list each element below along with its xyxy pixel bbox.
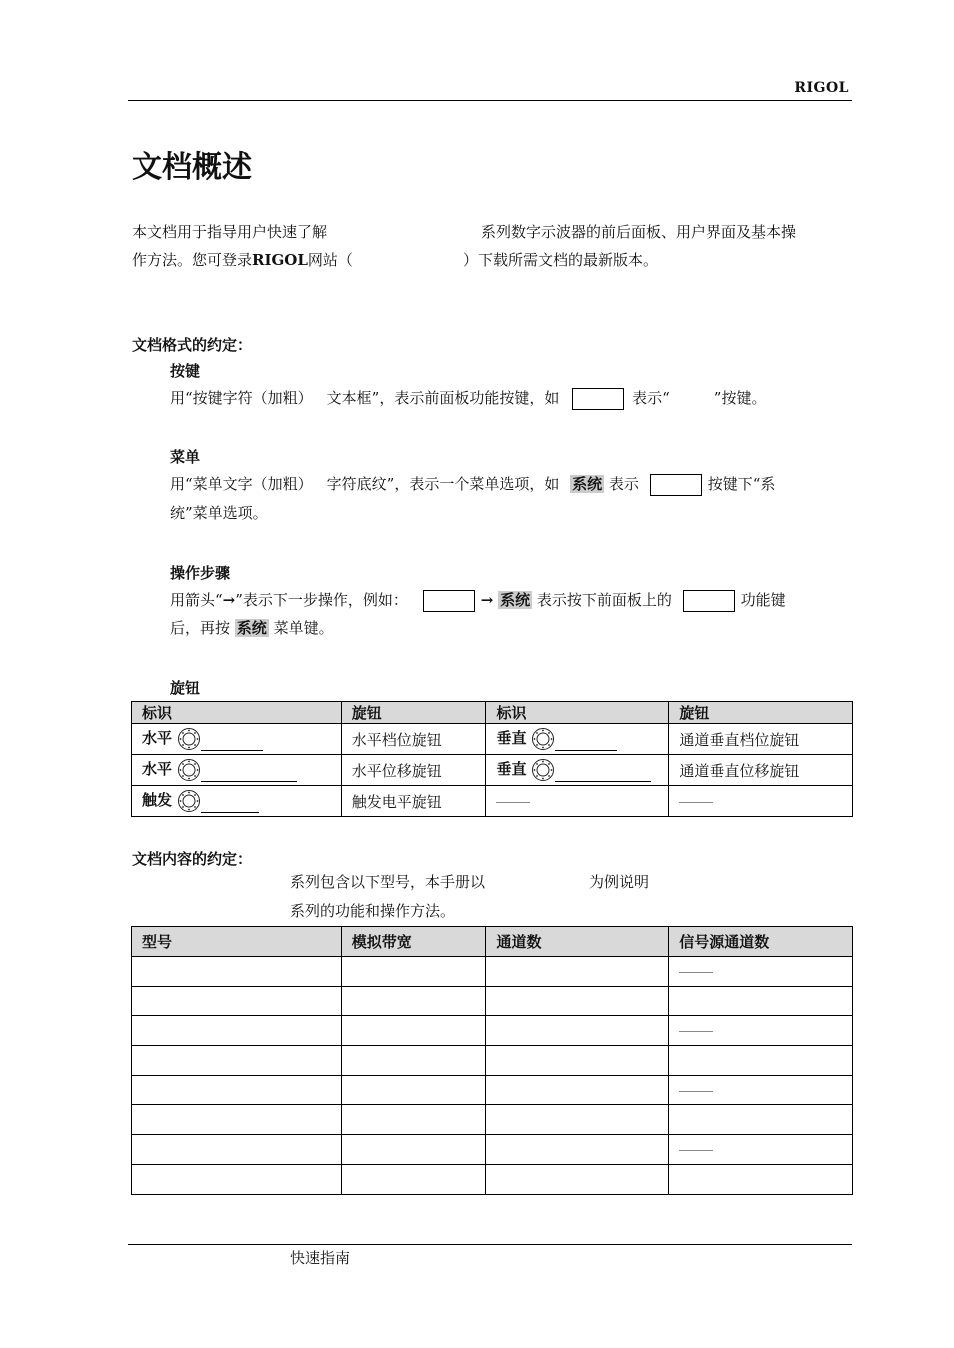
knob-label: 水平 [142,760,173,778]
model-table-header [132,927,853,957]
menu-description-2: 统”菜单选项。 [170,504,268,522]
key-text: 用“按键字符（加粗） [170,389,313,407]
table-cell [341,1046,486,1076]
table-cell [486,1135,669,1165]
knob-table-header [132,702,853,724]
table-cell [132,957,342,987]
knob-icon [177,758,201,782]
header-cell: 标识 [486,702,669,724]
header-cell: 信号源通道数 [669,927,853,957]
table-cell [132,1164,342,1194]
table-cell [486,986,669,1016]
table-row [132,1105,853,1135]
footer-text: 快速指南 [290,1249,351,1267]
table-row [132,786,853,817]
knob-icon [177,727,201,751]
knob-label: 触发 [142,791,173,809]
knob-desc: 水平档位旋钮 [341,724,486,755]
arrow-icon: → [222,591,236,609]
table-cell [669,957,853,987]
menu-title: 菜单 [170,448,201,466]
header-cell: 旋钮 [341,702,486,724]
table-cell [341,1105,486,1135]
header-cell: 模拟带宽 [341,927,486,957]
blank-underline [555,767,651,782]
menu-key-box [650,474,702,496]
brand-inline: RIGOL [252,251,308,269]
steps-text: 功能键 [740,591,786,609]
model-table [131,926,853,1195]
page-title: 文档概述 [132,150,252,185]
steps-key-box [423,590,475,612]
intro-text: 作方法。您可登录 [132,251,253,269]
blank-underline [555,736,617,751]
dash-mark [679,802,713,803]
intro-text: ）下载所需文档的最新版本。 [462,251,658,269]
table-cell [669,1046,853,1076]
steps-text: 菜单键。 [273,619,334,637]
key-description [170,384,766,413]
steps-text: 后，再按 [170,619,231,637]
header-cell: 型号 [132,927,342,957]
table-cell [486,1016,669,1046]
table-row [132,1016,853,1046]
table-cell [669,1164,853,1194]
blank-underline [201,798,259,813]
table-cell [486,1164,669,1194]
table-cell [669,1105,853,1135]
empty-dash-cell [486,786,669,817]
steps-description [170,586,786,615]
intro-text: 系列数字示波器的前后面板、用户界面及基本操 [481,223,797,241]
footer-rule [128,1244,852,1245]
table-row [132,724,853,755]
intro-line-2 [132,246,658,275]
table-cell [341,1016,486,1046]
table-cell [486,957,669,987]
knob-icon [177,789,201,813]
arrow-icon: → [480,591,494,609]
table-cell [486,1105,669,1135]
steps-text: 用箭头“ [170,591,223,609]
header-rule [128,100,852,101]
menu-text: 按键下“系 [707,475,776,493]
steps-menu-label-2: 系统 [236,619,267,637]
table-cell [341,986,486,1016]
table-cell [669,1075,853,1105]
knob-cell [486,755,669,786]
menu-example-label: 系统 [572,475,603,493]
table-cell [669,1016,853,1046]
table-cell [132,1105,342,1135]
content-text: 为例说明 [589,873,650,891]
steps-description-2 [170,614,334,643]
table-cell [132,986,342,1016]
content-heading: 文档内容的约定： [132,850,253,868]
table-row [132,755,853,786]
menu-text: 字符底纹”，表示一个菜单选项，如 [326,475,560,493]
knob-desc: 水平位移旋钮 [341,755,486,786]
table-row [132,986,853,1016]
knob-cell [486,724,669,755]
key-text: ”按键。 [713,389,767,407]
knob-label: 垂直 [496,729,527,747]
table-cell [486,1075,669,1105]
table-row [132,1075,853,1105]
steps-text: 表示按下前面板上的 [536,591,672,609]
table-cell [132,1075,342,1105]
dash-mark [496,802,530,803]
table-cell [132,1135,342,1165]
intro-text: 本文档用于指导用户快速了解 [132,223,328,241]
content-line-2: 系列的功能和操作方法。 [290,902,456,920]
format-heading: 文档格式的约定： [132,336,253,354]
empty-dash-cell [669,786,853,817]
header-cell: 旋钮 [669,702,853,724]
knob-label: 垂直 [496,760,527,778]
dash-mark [679,1150,713,1151]
header-cell: 标识 [132,702,342,724]
menu-text: 表示 [608,475,639,493]
table-row [132,1164,853,1194]
knob-title: 旋钮 [170,679,201,697]
table-cell [669,986,853,1016]
menu-text: 用“菜单文字（加粗） [170,475,313,493]
table-cell [486,1046,669,1076]
model-table-body [132,957,853,1195]
header-cell: 通道数 [486,927,669,957]
knob-label: 水平 [142,729,173,747]
key-example-box [572,388,624,410]
knob-table [131,701,853,817]
table-cell [341,1164,486,1194]
key-text: 文本框”，表示前面板功能按键，如 [326,389,560,407]
table-cell [132,1046,342,1076]
intro-text: 网站（ [307,251,353,269]
knob-icon [531,758,555,782]
knob-desc: 通道垂直位移旋钮 [669,755,853,786]
knob-desc: 触发电平旋钮 [341,786,486,817]
table-cell [132,1016,342,1046]
knob-cell [132,755,342,786]
dash-mark [679,972,713,973]
table-row [132,957,853,987]
steps-title: 操作步骤 [170,564,231,582]
dash-mark [679,1091,713,1092]
table-cell [341,1075,486,1105]
content-line-1 [290,868,649,897]
brand-logo-text: RIGOL [794,80,849,96]
menu-description [170,470,775,499]
key-title: 按键 [170,362,201,380]
knob-icon [531,727,555,751]
key-text: 表示“ [632,389,670,407]
knob-cell [132,786,342,817]
steps-function-box [683,590,735,612]
table-row [132,1135,853,1165]
knob-cell [132,724,342,755]
content-text: 系列包含以下型号，本手册以 [290,873,486,891]
dash-mark [679,1031,713,1032]
intro-line-1 [132,218,796,247]
steps-menu-label: 系统 [500,591,531,609]
table-cell [341,957,486,987]
knob-desc: 通道垂直档位旋钮 [669,724,853,755]
table-row [132,1046,853,1076]
steps-text: ”表示下一步操作，例如： [235,591,408,609]
table-cell [341,1135,486,1165]
table-cell [669,1135,853,1165]
blank-underline [201,767,297,782]
blank-underline [201,736,263,751]
